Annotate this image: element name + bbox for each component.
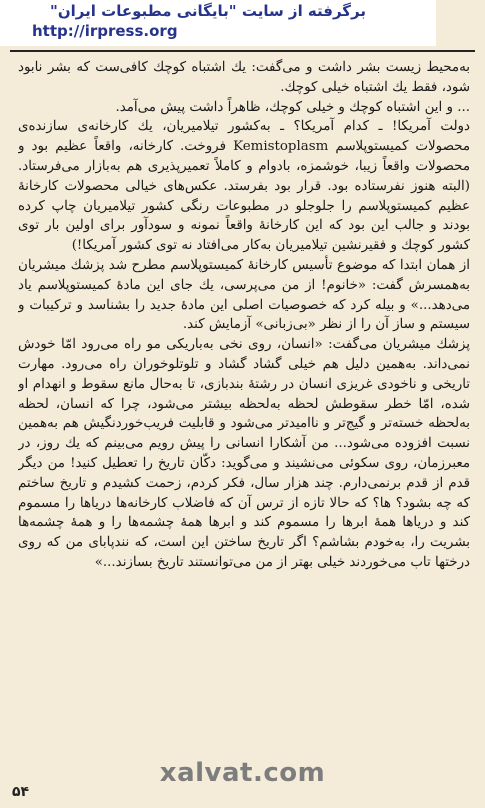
source-title: برگرفته از سایت "بایگانی مطبوعات ایران" xyxy=(50,2,366,20)
source-url-link[interactable]: http://irpress.org xyxy=(32,22,178,40)
source-banner xyxy=(0,0,436,46)
article-body xyxy=(18,58,470,768)
page-number: ۵۴ xyxy=(12,784,30,800)
paragraph: ... و این اشتباه کوچك و خیلی کوچك، ظاهراً داشت پیش می‌آمد. xyxy=(115,99,470,115)
paragraph: پزشك میشریان می‌گفت: «انسان، روی نخی به‌باریکی مو راه می‌رود امّا خودش نمی‌داند. به‌همین دلیل هم خیلی گشاد گشاد و تلوتلوخوران راه می‌رود. مهارت تاریخی و ناخودی غریزی انسان در رشتهٔ بندبازی، تا به‌حال مانع سقوط و انهدام او شده، امّا خطر سقوطش لحظه به‌لحظه بیشتر می‌شود، چرا که انسان، لحظه به‌لحظه خسته‌تر و گیج‌تر و ناامیدتر می‌شود و قابلیت فریب‌خوردنگیش هم به‌همین نسبت افزوده می‌شود... من آشکارا انسانی را پیش رویم می‌بینم که یك روز، در معبرزمان، روی سکوئی می‌نشیند و می‌گوید: دکّان تاریخ را تعطیل کنید! من دیگر قدم از قدم برنمی‌دارم. چند هزار سال، فکر کردم، زحمت کشیدم و تاریخ ساختم که چه بشود؟ ها؟ که حالا تازه از ترس آن که فاضلاب کارخانه‌ها دریاها را مسموم کند و دریاها همهٔ ابرها را مسموم کند و ابرها همهٔ چشمه‌ها را و همهٔ چشمه‌ها بشریت را، به‌خودم بشاشم؟ اگر تاریخ ساختن این است، که نندپابای من که روی درختها تاب می‌خوردند خیلی بهتر از من می‌توانستند تاریخ بسازند...» xyxy=(18,337,470,570)
top-rule xyxy=(10,50,475,52)
paragraph: به‌محیط زیست بشر داشت و می‌گفت: یك اشتباه کوچك کافی‌ست که بشر نابود شود، فقط یك اشتباه خیلی کوچك. xyxy=(18,60,470,95)
watermark: xalvat.com xyxy=(159,758,326,788)
paragraph: دولت آمریکا! ـ کدام آمریکا؟ ـ به‌کشور تیلامیریان، یك کارخانه‌ی سازنده‌ی محصولات کمیستوپلاسم Kemistoplasm فروخت. کارخانه، واقعاً عظیم بود و محصولات واقعاً زیبا، خوشمزه، بادوام و کاملاً تعمیرپذیری هم به‌بازار می‌فرستاد. (البته هنوز نفرستاده بود. قرار بود بفرستد. عکس‌های خیالی محصولات کارخانهٔ عظیم کمیستوپلاسم را جلوجلو در مطبوعات رنگی کشور تیلامیریان چاپ کرده بودند و جالب این بود که این کارخانهٔ واقعاً نمونه و سودآور برای اولین بار توی کشور کوچك و فقیرنشین تیلامیریان به‌کار می‌افتاد نه توی کشور آمریکا!) xyxy=(18,119,470,254)
paragraph: از همان ابتدا که موضوع تأسیس کارخانهٔ کمیستوپلاسم مطرح شد پزشك میشریان به‌همسرش گفت: «خانوم! از من می‌پرسی، یك جای این مادهٔ کمیستوپلاسم یاد می‌دهد...» و بیله کرد که خصوصیات اصلی این مادهٔ جدید را بشناسد و ترکیبات و سیستم و ساز آن را از نظر «بی‌زبانی» آزمایش کند. xyxy=(18,257,470,333)
